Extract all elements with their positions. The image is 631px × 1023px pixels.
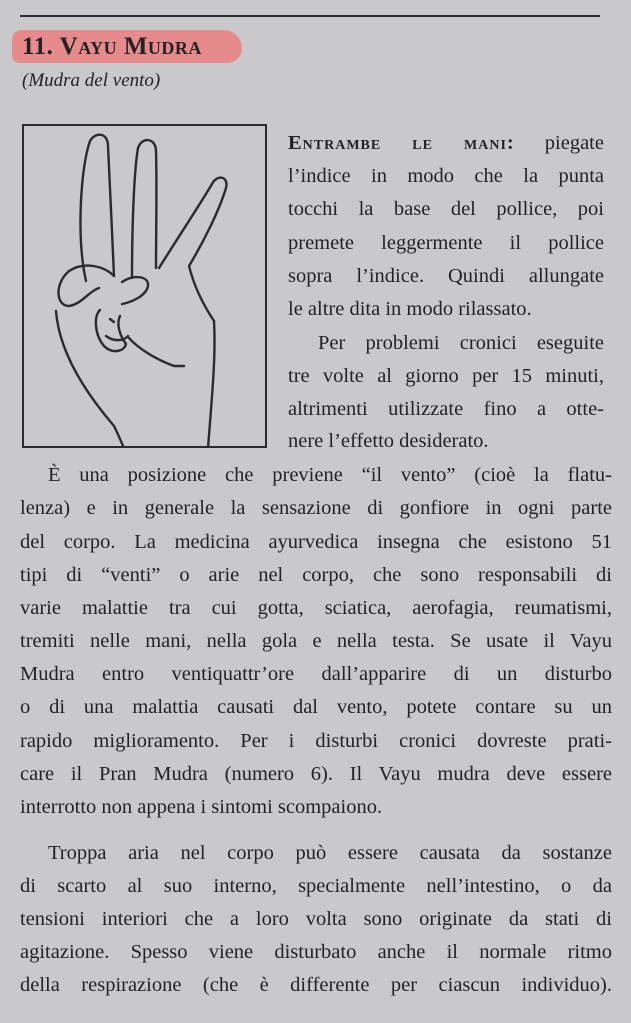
body-line-5: varie malattie tra cui gotta, sciatica, aerofagia, reumatismi, <box>20 597 612 619</box>
body-line-3: del corpo. La medicina ayurvedica insegna che esistono 51 <box>20 531 612 553</box>
body-line-14: tensioni interiori che a loro volta sono originate da stati di <box>20 908 612 930</box>
intro-line-10: nere l’effetto desiderato. <box>288 430 489 452</box>
hand-figure <box>22 124 267 448</box>
intro-lead: Entrambe le mani: <box>288 132 515 154</box>
intro-line-7: Per problemi cronici eseguite <box>318 332 604 354</box>
intro-line-9: altrimenti utilizzate fino a otte- <box>288 398 604 420</box>
title-highlight <box>12 30 242 63</box>
page-subtitle: (Mudra del vento) <box>22 70 161 91</box>
body-line-15: agitazione. Spesso viene disturbato anche il normale ritmo <box>20 941 612 963</box>
intro-line-6: le altre dita in modo rilassato. <box>288 298 532 320</box>
top-rule <box>20 15 600 17</box>
intro-line-5: sopra l’indice. Quindi allungate <box>288 265 604 287</box>
intro-line-8: tre volte al giorno per 15 minuti, <box>288 365 604 387</box>
body-line-12: Troppa aria nel corpo può essere causata da sostanze <box>48 842 612 864</box>
body-line-4: tipi di “venti” o arie nel corpo, che sono responsabili di <box>20 564 612 586</box>
body-line-11: interrotto non appena i sintomi scompaiono. <box>20 796 383 818</box>
intro-line-4: premete leggermente il pollice <box>288 232 604 254</box>
body-line-10: care il Pran Mudra (numero 6). Il Vayu mudra deve essere <box>20 763 612 785</box>
hand-mudra-icon <box>24 126 265 446</box>
intro-line-2: l’indice in modo che la punta <box>288 165 604 187</box>
body-line-9: rapido miglioramento. Per i disturbi cronici dovreste prati- <box>20 730 612 752</box>
page-title: 11. Vayu Mudra <box>22 33 202 60</box>
body-line-16: della respirazione (che è differente per ciascun individuo). <box>20 974 612 996</box>
body-line-6: tremiti nelle mani, nella gola e nella testa. Se usate il Vayu <box>20 630 612 652</box>
body-line-7: Mudra entro ventiquattr’ore dall’apparire di un disturbo <box>20 663 612 685</box>
intro-line-3: tocchi la base del pollice, poi <box>288 198 604 220</box>
body-line-2: lenza) e in generale la sensazione di gonfiore in ogni parte <box>20 497 612 519</box>
body-line-8: o di una malattia causati dal vento, potete contare su un <box>20 696 612 718</box>
body-line-13: di scarto al suo interno, specialmente nell’intestino, o da <box>20 875 612 897</box>
intro-line-1 <box>288 128 604 158</box>
intro-line-1-text: piegate <box>514 132 604 154</box>
body-line-1: È una posizione che previene “il vento” (cioè la flatu- <box>48 464 612 486</box>
